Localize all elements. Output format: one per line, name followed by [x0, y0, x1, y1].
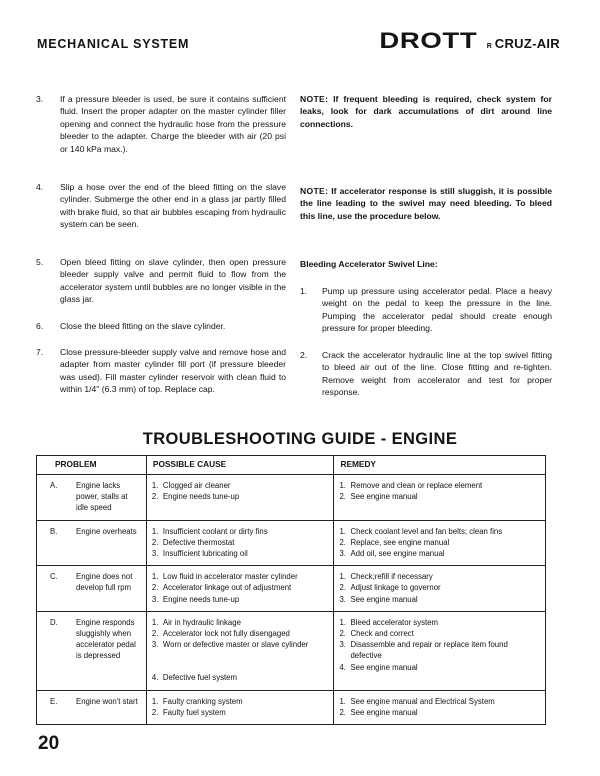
step-text: Pump up pressure using accelerator pedal. Place a heavy weight on the pedal to keep the pressure in the line. Pumping the accelerator pedal should create enough pressure for proper bleeding. [322, 286, 552, 334]
problem-letter: B. [50, 526, 58, 536]
item-number: 2. [339, 707, 346, 717]
item-text: Check coolant level and fan belts; clean fins [350, 526, 503, 536]
item-number: 3. [151, 640, 159, 650]
item-text: Accelerator lock not fully disengaged [162, 629, 290, 639]
step-text: Open bleed fitting on slave cylinder, then open pressure bleeder supply valve and permit fluid to flow from the accelerator system until bubbles are no longer visible in the glass jar. [60, 257, 286, 305]
column-header-remedy: REMEDY [334, 456, 546, 475]
troubleshooting-title: TROUBLESHOOTING GUIDE - ENGINE [142, 430, 458, 448]
item-number: 1. [151, 572, 159, 582]
item-number: 2. [339, 583, 346, 593]
step-7 [36, 346, 286, 396]
item-number: 4. [151, 673, 159, 683]
item-text: Check;refill if necessary [350, 572, 433, 582]
brand-name: DROTT [379, 28, 478, 53]
step-number: 3. [36, 94, 44, 104]
step-number: 1. [300, 286, 308, 296]
swivel-step-2 [300, 349, 552, 399]
step-number: 6. [36, 321, 44, 331]
step-4 [36, 181, 286, 231]
note-text: If accelerator response is still sluggish, it is possible the line leading to the swivel may need bleeding. To bleed this line, use the procedure below. [300, 186, 552, 221]
problem-text: Engine does not develop full rpm [76, 572, 133, 593]
step-number: 2. [300, 350, 308, 360]
table-row [37, 690, 546, 724]
remedy-item [339, 548, 540, 559]
note-label: NOTE: [300, 186, 329, 196]
item-text: Defective fuel system [162, 673, 238, 683]
item-text: Insufficient lubricating oil [162, 549, 248, 559]
cause-cell [146, 566, 334, 612]
step-number: 4. [36, 182, 44, 192]
cause-item [152, 594, 329, 605]
step-text: Close the bleed fitting on the slave cylinder. [60, 321, 226, 331]
item-number: 1. [151, 526, 159, 536]
step-number: 5. [36, 257, 44, 267]
cause-item [152, 628, 329, 639]
cause-cell [146, 611, 334, 690]
remedy-cell [334, 520, 546, 566]
problem-letter: C. [50, 572, 58, 582]
step-text: Crack the accelerator hydraulic line at the top swivel fitting to bleed air out of the line. Close fitting and re-tighten. Remove weight from accelerator and test for proper response. [322, 350, 552, 398]
item-number: 2. [151, 537, 159, 547]
remedy-item [339, 594, 540, 605]
item-number: 2. [151, 629, 159, 639]
remedy-item [339, 617, 540, 628]
item-number: 2. [151, 583, 159, 593]
problem-cell [37, 690, 147, 724]
item-text: Add oil, see engine manual [350, 549, 445, 559]
item-text: Clogged air cleaner [162, 481, 231, 490]
item-number: 3. [339, 640, 346, 650]
troubleshooting-table [36, 455, 546, 725]
note-sluggish-response [300, 185, 552, 222]
item-text: Low fluid in accelerator master cylinder [162, 572, 298, 582]
table-row [37, 611, 546, 690]
problem-cell [37, 475, 147, 521]
section-title: MECHANICAL SYSTEM [37, 37, 190, 51]
swivel-heading: Bleeding Accelerator Swivel Line: [300, 259, 438, 269]
item-text: Engine needs tune-up [162, 594, 240, 604]
item-number: 4. [339, 662, 346, 672]
model-name: CRUZ-AIR [494, 36, 560, 51]
problem-cell [37, 520, 147, 566]
item-text: Engine needs tune-up [162, 492, 240, 502]
note-text: If frequent bleeding is required, check system for leaks, look for dark accumulations of dirt around line connections. [300, 94, 552, 129]
problem-text: Engine lacks power, stalls at idle speed [76, 481, 128, 513]
cause-spacer [152, 650, 329, 672]
item-number: 1. [339, 617, 346, 627]
table-row [37, 566, 546, 612]
cause-item [152, 639, 329, 650]
cause-item [152, 707, 329, 718]
remedy-cell [334, 475, 546, 521]
step-text: If a pressure bleeder is used, be sure it contains sufficient fluid. Insert the proper adapter on the master cylinder filler opening and connect the hydraulic hose from the pressure bleeder to the adapter. Charge the bleeder with air (20 psi or 140 kPa max.). [60, 94, 286, 154]
cause-item [152, 526, 329, 537]
cause-item [152, 537, 329, 548]
item-text: Defective thermostat [162, 537, 235, 547]
note-label: NOTE: [300, 94, 329, 104]
cause-cell [146, 520, 334, 566]
remedy-item [339, 491, 540, 502]
item-text: Bleed accelerator system [350, 617, 439, 627]
brand-logo [379, 28, 560, 54]
cause-item [152, 696, 329, 707]
remedy-item [339, 526, 540, 537]
item-number: 1. [339, 572, 346, 582]
item-number: 2. [151, 707, 159, 717]
item-text: Check and correct [350, 629, 414, 639]
step-number: 7. [36, 347, 44, 357]
problem-letter: E. [50, 696, 58, 706]
remedy-item [339, 662, 540, 673]
item-text: Replace, see engine manual [350, 537, 450, 547]
step-text: Close pressure-bleeder supply valve and remove hose and adapter from master cylinder fill port (if pressure bleeder was used). Fill master cylinder reservoir with clean fluid to within 1/4" (6.3 mm) of top. Replace cap. [60, 347, 286, 395]
cause-item [152, 672, 329, 683]
item-text: See engine manual [350, 594, 418, 604]
item-text: Adjust linkage to governor [350, 583, 441, 593]
item-number: 2. [339, 629, 346, 639]
remedy-cell [334, 566, 546, 612]
item-text: Insufficient coolant or dirty fins [162, 526, 268, 536]
problem-cell [37, 566, 147, 612]
cause-item [152, 548, 329, 559]
problem-text: Engine won't start [76, 696, 138, 706]
table-header-row [37, 456, 546, 475]
step-6 [36, 320, 286, 332]
remedy-cell [334, 690, 546, 724]
column-header-problem: PROBLEM [37, 456, 147, 475]
item-text: Faulty fuel system [162, 707, 226, 717]
remedy-item [339, 582, 540, 593]
remedy-item [339, 537, 540, 548]
step-3 [36, 93, 286, 155]
item-text: Disassemble and repair or replace item found defective [350, 640, 508, 661]
problem-letter: A. [50, 481, 58, 490]
item-number: 1. [339, 481, 346, 490]
remedy-item [339, 696, 540, 707]
remedy-item [339, 480, 540, 491]
item-number: 3. [151, 594, 159, 604]
item-number: 3. [339, 594, 346, 604]
cause-cell [146, 475, 334, 521]
item-text: See engine manual [350, 662, 418, 672]
cause-item [152, 582, 329, 593]
problem-cell [37, 611, 147, 690]
item-number: 1. [151, 617, 159, 627]
item-number: 3. [151, 549, 159, 559]
problem-text: Engine responds sluggishly when accelerator pedal is depressed [76, 617, 136, 661]
item-text: Air in hydraulic linkage [162, 617, 241, 627]
remedy-item [339, 707, 540, 718]
item-number: 1. [339, 696, 346, 706]
item-text: Accelerator linkage out of adjustment [162, 583, 292, 593]
cause-item [152, 571, 329, 582]
item-text: See engine manual [350, 492, 418, 502]
note-frequent-bleeding [300, 93, 552, 130]
cause-item [152, 480, 329, 491]
remedy-cell [334, 611, 546, 690]
item-number: 1. [339, 526, 346, 536]
item-text: Remove and clean or replace element [350, 481, 483, 490]
cause-cell [146, 690, 334, 724]
swivel-step-1 [300, 285, 552, 335]
item-text: Faulty cranking system [162, 696, 243, 706]
remedy-item [339, 628, 540, 639]
item-number: 1. [151, 696, 159, 706]
item-number: 3. [339, 549, 346, 559]
item-text: See engine manual [350, 707, 418, 717]
remedy-item [339, 571, 540, 582]
cause-item [152, 491, 329, 502]
item-number: 2. [151, 492, 159, 502]
item-text: See engine manual and Electrical System [350, 696, 495, 706]
item-number: 2. [339, 492, 346, 502]
table-row [37, 520, 546, 566]
table-row [37, 475, 546, 521]
item-text: Worn or defective master or slave cylinder [162, 640, 309, 650]
problem-text: Engine overheats [76, 526, 137, 536]
step-text: Slip a hose over the end of the bleed fitting on the slave cylinder. Submerge the other end in a glass jar partly filled with brake fluid, so that air bubbles escaping from hydraulic system can be seen. [60, 182, 286, 230]
trademark-mark: R [486, 43, 492, 50]
remedy-item [339, 639, 540, 661]
column-header-cause: POSSIBLE CAUSE [146, 456, 334, 475]
problem-letter: D. [50, 617, 58, 627]
step-5 [36, 256, 286, 306]
item-number: 2. [339, 537, 346, 547]
item-number: 1. [151, 481, 159, 490]
cause-item [152, 617, 329, 628]
page-number: 20 [38, 733, 60, 754]
